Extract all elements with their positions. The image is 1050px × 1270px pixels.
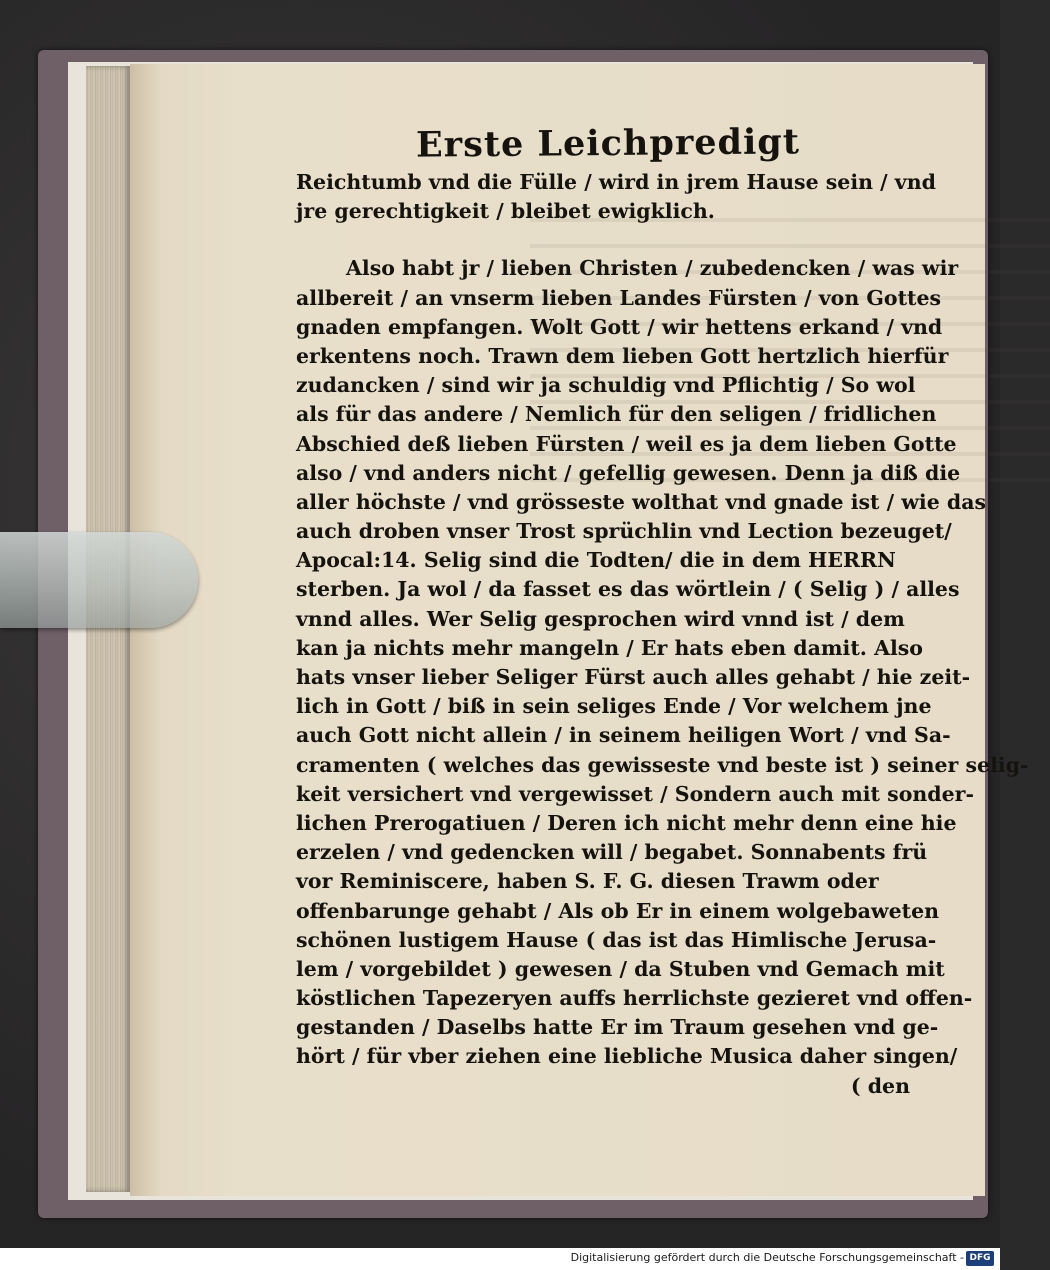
- text-line: allbereit / an vnserm lieben Landes Fürsten / von Gottes: [296, 285, 942, 310]
- text-line: erzelen / vnd gedencken will / begabet. Sonnabents frü: [296, 840, 928, 865]
- text-line: Apocal:14. Selig sind die Todten/ die in dem HERRN: [296, 548, 896, 573]
- paragraph: [296, 254, 1029, 1071]
- text-line: lichen Prerogatiuen / Deren ich nicht mehr denn eine hie: [296, 810, 957, 835]
- dfg-logo: DFG: [966, 1251, 994, 1266]
- text-line: gnaden empfangen. Wolt Gott / wir hettens erkand / vnd: [296, 314, 943, 339]
- text-line: hört / für vber ziehen eine liebliche Musica daher singen/: [296, 1044, 958, 1069]
- text-line: köstlichen Tapezeryen auffs herrlichste gezieret vnd offen-: [296, 986, 973, 1011]
- page-text: [296, 120, 1029, 1101]
- text-line: kan ja nichts mehr mangeln / Er hats eben damit. Also: [296, 635, 923, 660]
- text-line: also / vnd anders nicht / gefellig gewesen. Denn ja diß die: [296, 460, 961, 485]
- text-line: lich in Gott / biß in sein seliges Ende / Vor welchem jne: [296, 694, 932, 719]
- text-line: offenbarunge gehabt / Als ob Er in einem wolgebaweten: [296, 898, 940, 923]
- text-line: Also habt jr / lieben Christen / zubedencken / was wir: [346, 256, 959, 281]
- text-line: sterben. Ja wol / da fasset es das wörtlein / ( Selig ) / alles: [296, 577, 960, 602]
- page-edges: [86, 66, 130, 1192]
- text-line: keit versichert vnd vergewisset / Sondern auch mit sonder-: [296, 781, 974, 806]
- text-line: lem / vorgebildet ) gewesen / da Stuben vnd Gemach mit: [296, 956, 945, 981]
- text-line: schönen lustigem Hause ( das ist das Himlische Jerusa-: [296, 927, 937, 952]
- bookmark-strip: [0, 532, 198, 628]
- paragraph-gap: [296, 226, 920, 254]
- funding-credit: Digitalisierung gefördert durch die Deutsche Forschungsgemeinschaft -: [570, 1251, 964, 1264]
- page-heading: Erste Leichpredigt: [415, 121, 801, 166]
- text-line: als für das andere / Nemlich für den seligen / fridlichen: [296, 402, 937, 427]
- text-line: jre gerechtigkeit / bleibet ewigklich.: [296, 199, 715, 224]
- text-line: gestanden / Daselbs hatte Er im Traum gesehen vnd ge-: [296, 1015, 939, 1040]
- text-line: aller höchste / vnd grösseste wolthat vnd gnade ist / wie das: [296, 489, 987, 514]
- text-line: Abschied deß lieben Fürsten / weil es ja dem lieben Gotte: [296, 431, 957, 456]
- text-line: Reichtumb vnd die Fülle / wird in jrem Hause sein / vnd: [296, 170, 936, 194]
- text-line: hats vnser lieber Seliger Fürst auch alles gehabt / hie zeit-: [296, 665, 971, 689]
- text-line: zudancken / sind wir ja schuldig vnd Pflichtig / So wol: [296, 373, 916, 398]
- text-line: cramenten ( welches das gewisseste vnd beste ist ) seiner selig-: [296, 752, 1029, 777]
- text-line: erkentens noch. Trawn dem lieben Gott hertzlich hierfür: [296, 343, 949, 368]
- text-line: auch droben vnser Trost sprüchlin vnd Lection bezeuget/: [296, 519, 952, 544]
- catchword: ( den: [850, 1073, 910, 1098]
- text-line: auch Gott nicht allein / in seinem heiligen Wort / vnd Sa-: [296, 723, 951, 748]
- text-line: vor Reminiscere, haben S. F. G. diesen Trawm oder: [296, 869, 879, 894]
- text-line: vnnd alles. Wer Selig gesprochen wird vnnd ist / dem: [296, 606, 905, 631]
